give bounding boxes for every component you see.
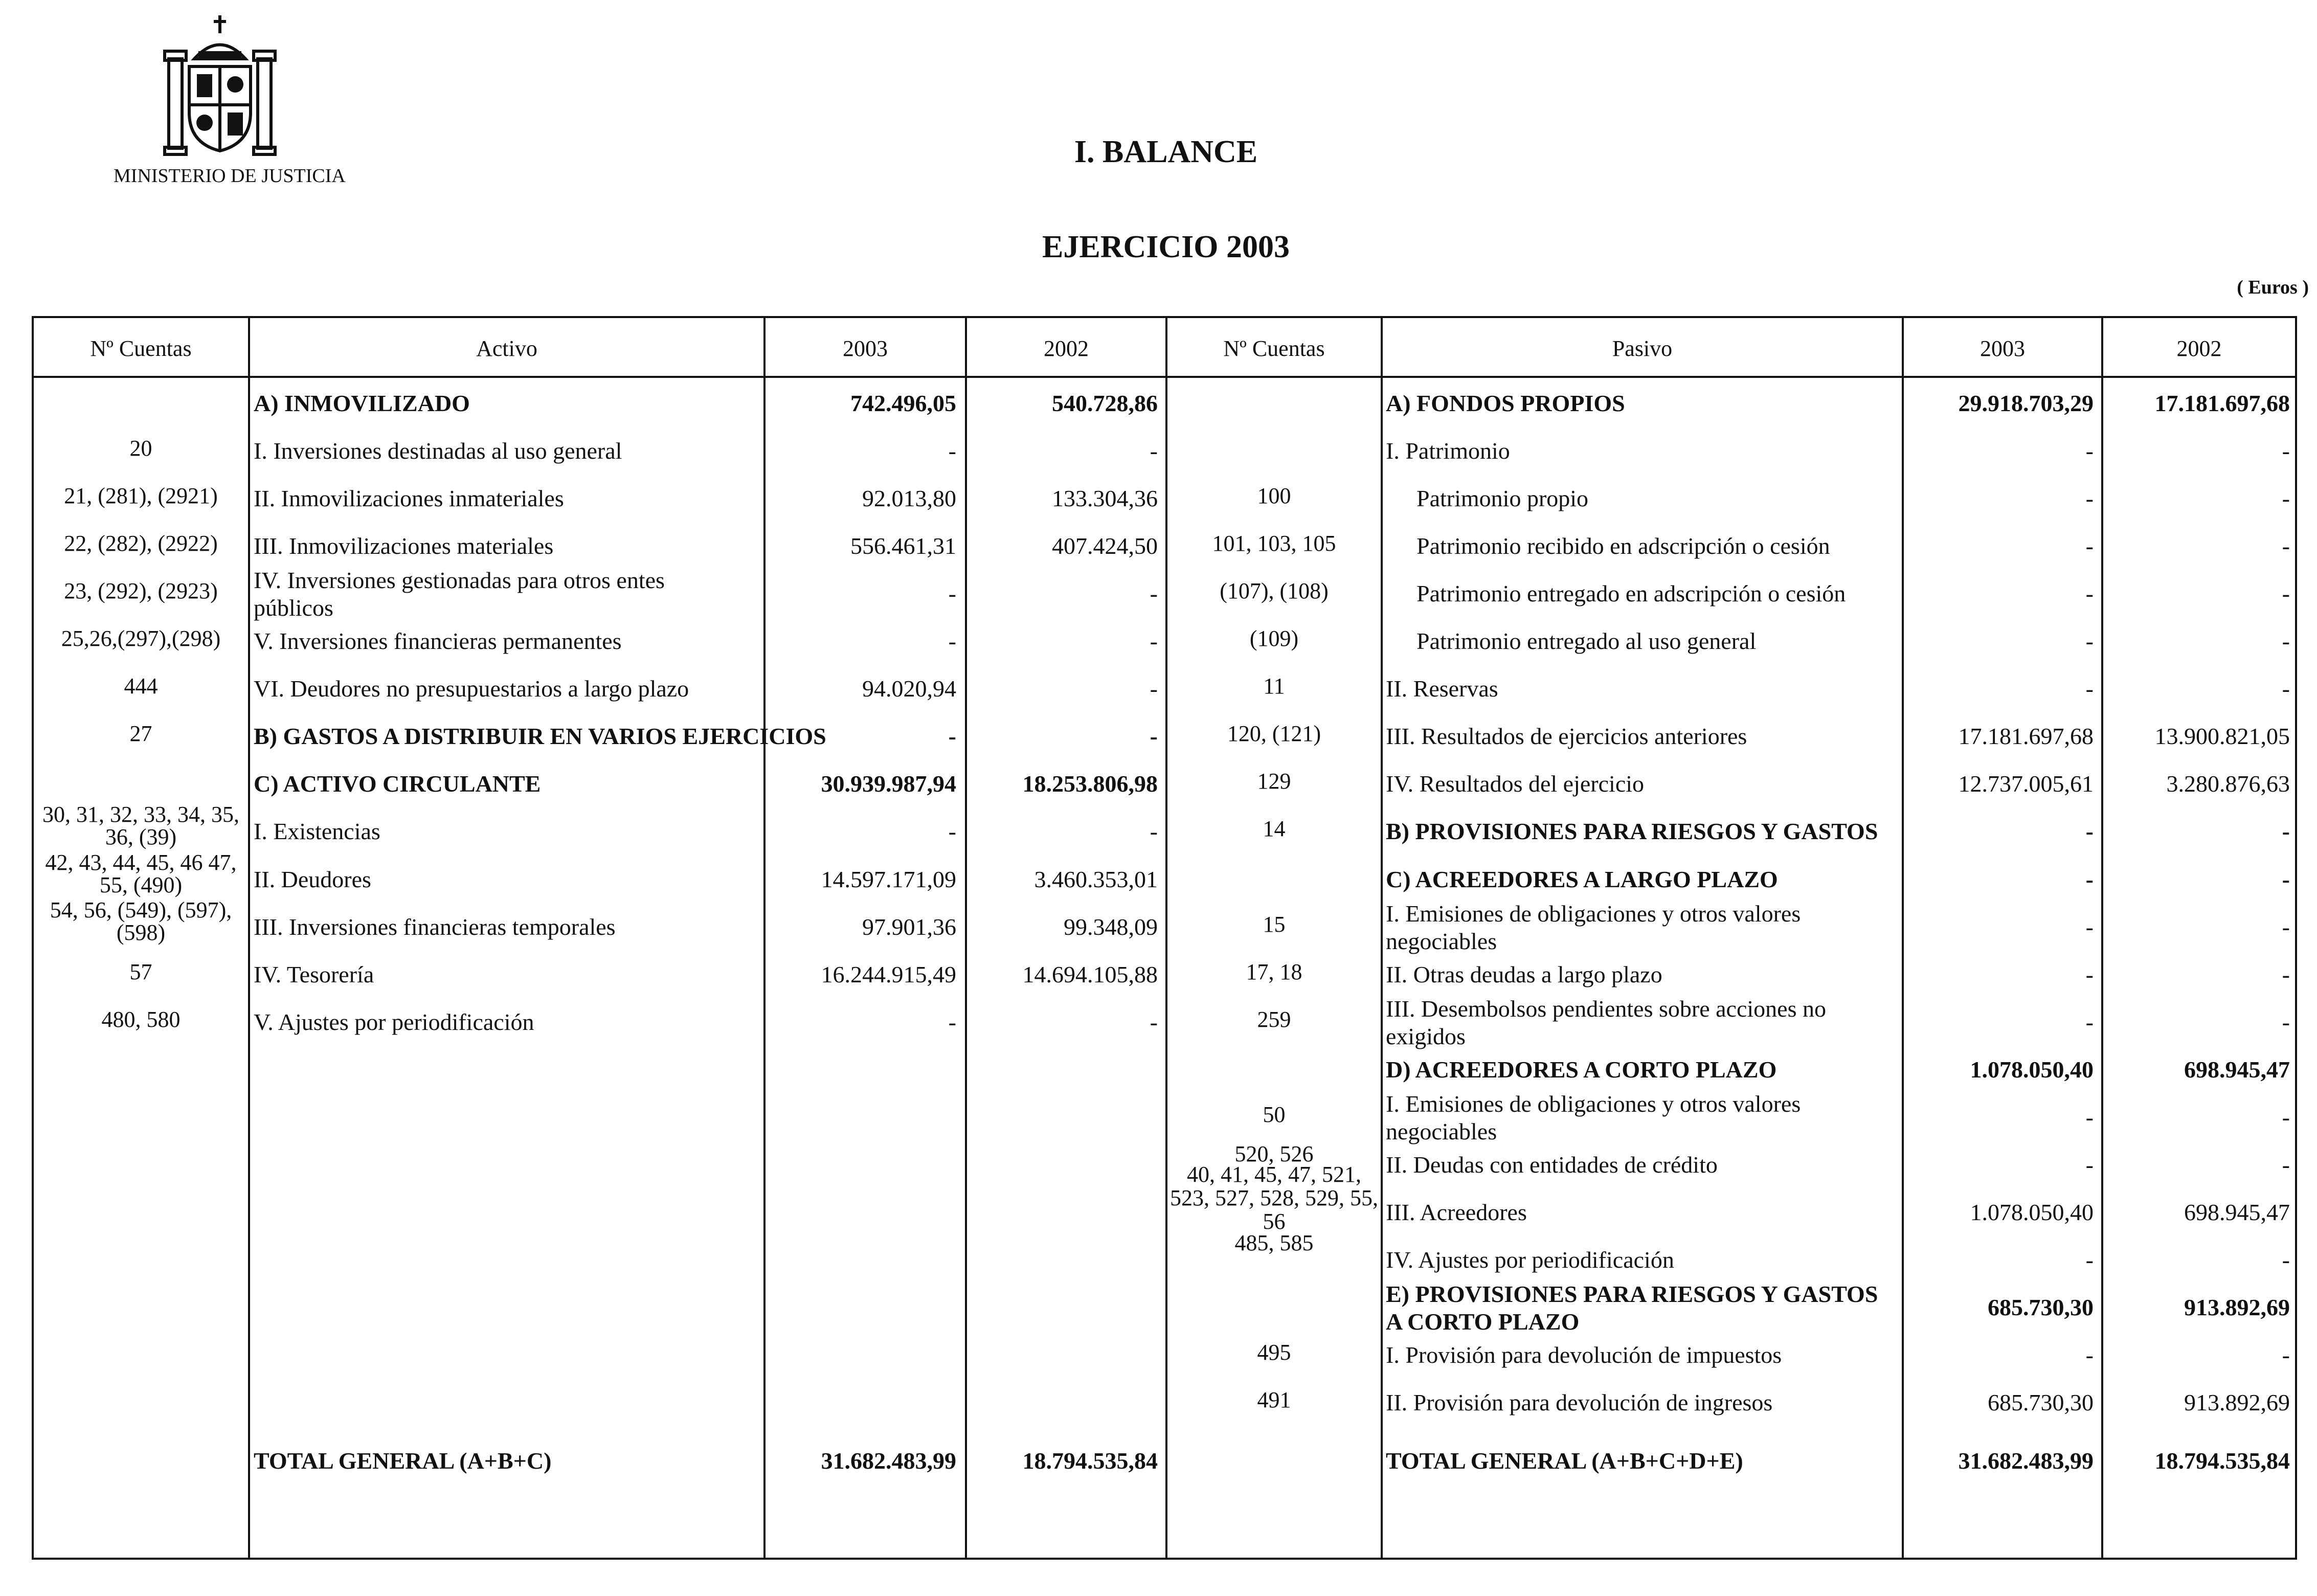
- pasivo-row-2002: 17.181.697,68: [2154, 390, 2290, 416]
- pasivo-row-2002: -: [2282, 438, 2290, 464]
- activo-row-cuentas: 22, (282), (2922): [64, 531, 218, 556]
- activo-row-cuentas: 23, (292), (2923): [64, 578, 218, 603]
- header-activo-2002: 2002: [1044, 336, 1089, 361]
- activo-row-label: IV. Inversiones gestionadas para otros entes públicos: [254, 567, 665, 621]
- pasivo-row-cuentas: 17, 18: [1246, 959, 1302, 984]
- pasivo-total-2003: 31.682.483,99: [1958, 1448, 2094, 1474]
- pasivo-row-label: B) PROVISIONES PARA RIESGOS Y GASTOS: [1386, 818, 1878, 844]
- pasivo-row-2002: -: [2282, 914, 2290, 940]
- ministry-name: MINISTERIO DE JUSTICIA: [114, 165, 346, 187]
- activo-row-2003: 556.461,31: [850, 533, 956, 559]
- activo-row-cuentas: 27: [129, 721, 152, 746]
- activo-row-2002: 133.304,36: [1052, 485, 1158, 511]
- activo-row-2002: -: [1150, 580, 1158, 606]
- pasivo-row-2002: -: [2282, 818, 2290, 844]
- activo-row-cuentas: 20: [129, 436, 152, 461]
- activo-row-label: C) ACTIVO CIRCULANTE: [254, 771, 541, 797]
- header-activo: Activo: [476, 336, 537, 361]
- pasivo-row-label: II. Otras deudas a largo plazo: [1386, 961, 1662, 987]
- pasivo-row-label: II. Provisión para devolución de ingresos: [1386, 1389, 1773, 1415]
- pasivo-row-cuentas: 491: [1257, 1387, 1291, 1412]
- activo-row-2003: -: [948, 818, 956, 844]
- pasivo-row-label: III. Resultados de ejercicios anteriores: [1386, 723, 1747, 749]
- pasivo-row-2003: -: [2085, 628, 2094, 654]
- pasivo-row-2003: 29.918.703,29: [1958, 390, 2094, 416]
- activo-total-2002: 18.794.535,84: [1022, 1448, 1158, 1474]
- pasivo-row-2003: -: [2085, 1104, 2094, 1130]
- pasivo-row-label: Patrimonio entregado en adscripción o cesión: [1416, 580, 1846, 606]
- pasivo-row-2002: -: [2282, 676, 2290, 702]
- pasivo-row-cuentas: 50: [1263, 1102, 1286, 1127]
- pasivo-row-2002: 698.945,47: [2184, 1199, 2290, 1225]
- pasivo-row-label: II. Deudas con entidades de crédito: [1386, 1152, 1718, 1178]
- activo-total-label: TOTAL GENERAL (A+B+C): [254, 1448, 552, 1474]
- activo-row-cuentas: 42, 43, 44, 45, 46 47, 55, (490): [45, 850, 237, 897]
- pasivo-row-2002: -: [2282, 961, 2290, 987]
- activo-row-2002: 99.348,09: [1064, 914, 1158, 940]
- pasivo-total-2002: 18.794.535,84: [2154, 1448, 2290, 1474]
- pasivo-row-2002: -: [2282, 1152, 2290, 1178]
- pasivo-row-2003: -: [2085, 1247, 2094, 1273]
- activo-row-2002: -: [1150, 676, 1158, 702]
- pasivo-row-cuentas: 259: [1257, 1007, 1291, 1032]
- pasivo-row-cuentas: (107), (108): [1220, 578, 1329, 603]
- activo-row-label: III. Inversiones financieras temporales: [254, 914, 616, 940]
- pasivo-row-cuentas: 120, (121): [1227, 721, 1321, 746]
- pasivo-row-label: Patrimonio entregado al uso general: [1416, 628, 1757, 654]
- activo-row-cuentas: 21, (281), (2921): [64, 483, 218, 508]
- pasivo-row-label: I. Emisiones de obligaciones y otros valores negociables: [1386, 901, 1801, 954]
- pasivo-row-2003: -: [2085, 676, 2094, 702]
- activo-row-2002: -: [1150, 628, 1158, 654]
- activo-total-2003: 31.682.483,99: [821, 1448, 956, 1474]
- pasivo-row-2003: -: [2085, 485, 2094, 511]
- activo-row-2003: 30.939.987,94: [821, 771, 956, 797]
- activo-row-2002: 407.424,50: [1052, 533, 1158, 559]
- header-pasivo: Pasivo: [1612, 336, 1673, 361]
- activo-row-2003: 94.020,94: [862, 676, 956, 702]
- activo-row-2003: 97.901,36: [862, 914, 956, 940]
- pasivo-row-cuentas: 485, 585: [1234, 1230, 1314, 1255]
- activo-row-2002: 3.460.353,01: [1034, 866, 1158, 892]
- activo-row-2003: 14.597.171,09: [821, 866, 956, 892]
- header-cuentas-left: Nº Cuentas: [90, 336, 192, 361]
- pasivo-row-2003: -: [2085, 818, 2094, 844]
- pasivo-row-cuentas: 101, 103, 105: [1212, 531, 1336, 556]
- activo-row-2002: -: [1150, 723, 1158, 749]
- pasivo-row-2003: -: [2085, 438, 2094, 464]
- pasivo-row-2003: -: [2085, 961, 2094, 987]
- activo-row-cuentas: 30, 31, 32, 33, 34, 35, 36, (39): [42, 802, 239, 849]
- pasivo-row-2002: 13.900.821,05: [2154, 723, 2290, 749]
- pasivo-row-cuentas: 100: [1257, 483, 1291, 508]
- pasivo-row-2002: -: [2282, 1342, 2290, 1368]
- activo-row-label: B) GASTOS A DISTRIBUIR EN VARIOS EJERCICIOS: [254, 723, 826, 749]
- pasivo-row-2003: 685.730,30: [1988, 1389, 2094, 1415]
- activo-row-2003: -: [948, 580, 956, 606]
- currency-units: ( Euros ): [2237, 277, 2309, 298]
- pasivo-row-2002: -: [2282, 628, 2290, 654]
- fiscal-year-title: EJERCICIO 2003: [1042, 230, 1290, 264]
- activo-row-2002: -: [1150, 438, 1158, 464]
- pasivo-row-cuentas: 520, 526: [1234, 1141, 1314, 1166]
- activo-row-2003: -: [948, 628, 956, 654]
- pasivo-row-2003: -: [2085, 580, 2094, 606]
- pasivo-row-2003: -: [2085, 1152, 2094, 1178]
- pasivo-row-2002: -: [2282, 580, 2290, 606]
- pasivo-row-2003: -: [2085, 1009, 2094, 1035]
- activo-row-2002: 14.694.105,88: [1022, 961, 1158, 987]
- column-divider: [1381, 316, 1383, 1560]
- activo-row-cuentas: 57: [129, 959, 152, 984]
- header-activo-2003: 2003: [843, 336, 888, 361]
- activo-row-label: IV. Tesorería: [254, 961, 374, 987]
- pasivo-row-2003: -: [2085, 866, 2094, 892]
- pasivo-row-2003: -: [2085, 533, 2094, 559]
- pasivo-row-label: E) PROVISIONES PARA RIESGOS Y GASTOS A CORTO PLAZO: [1386, 1281, 1878, 1335]
- pasivo-row-label: I. Patrimonio: [1386, 438, 1510, 464]
- activo-row-2002: 18.253.806,98: [1022, 771, 1158, 797]
- pasivo-row-2002: 913.892,69: [2184, 1389, 2290, 1415]
- pasivo-row-label: Patrimonio recibido en adscripción o cesión: [1416, 533, 1830, 559]
- activo-row-2003: 92.013,80: [862, 485, 956, 511]
- pasivo-row-label: II. Reservas: [1386, 676, 1498, 702]
- pasivo-row-cuentas: 495: [1257, 1340, 1291, 1365]
- pasivo-row-label: IV. Resultados del ejercicio: [1386, 771, 1645, 797]
- activo-row-2003: 742.496,05: [850, 390, 956, 416]
- pasivo-total-label: TOTAL GENERAL (A+B+C+D+E): [1386, 1448, 1743, 1474]
- header-pasivo-2002: 2002: [2176, 336, 2222, 361]
- pasivo-row-cuentas: 129: [1257, 769, 1291, 794]
- activo-row-label: I. Inversiones destinadas al uso general: [254, 438, 622, 464]
- activo-row-2002: 540.728,86: [1052, 390, 1158, 416]
- pasivo-row-2002: -: [2282, 1009, 2290, 1035]
- pasivo-row-label: IV. Ajustes por periodificación: [1386, 1247, 1674, 1273]
- pasivo-row-2002: 3.280.876,63: [2166, 771, 2290, 797]
- header-pasivo-2003: 2003: [1980, 336, 2025, 361]
- pasivo-row-cuentas: 14: [1263, 816, 1286, 841]
- activo-row-label: III. Inmovilizaciones materiales: [254, 533, 554, 559]
- header-divider: [32, 376, 2297, 378]
- activo-row-2002: -: [1150, 1009, 1158, 1035]
- pasivo-row-label: III. Desembolsos pendientes sobre acciones no exigidos: [1386, 996, 1826, 1049]
- column-divider: [2101, 316, 2103, 1560]
- pasivo-row-label: III. Acreedores: [1386, 1199, 1527, 1225]
- pasivo-row-2002: 913.892,69: [2184, 1294, 2290, 1320]
- activo-row-cuentas: 444: [124, 673, 158, 699]
- page-title: I. BALANCE: [1074, 134, 1258, 169]
- pasivo-row-cuentas: (109): [1249, 626, 1299, 651]
- pasivo-row-label: Patrimonio propio: [1416, 485, 1589, 511]
- activo-row-label: VI. Deudores no presupuestarios a largo plazo: [254, 676, 689, 702]
- pasivo-row-label: A) FONDOS PROPIOS: [1386, 390, 1625, 416]
- pasivo-row-cuentas: 15: [1263, 912, 1286, 937]
- pasivo-row-2003: 685.730,30: [1988, 1294, 2094, 1320]
- pasivo-row-2003: -: [2085, 914, 2094, 940]
- activo-row-2003: 16.244.915,49: [821, 961, 956, 987]
- pasivo-row-label: I. Emisiones de obligaciones y otros valores negociables: [1386, 1091, 1801, 1144]
- pasivo-row-2003: -: [2085, 1342, 2094, 1368]
- activo-row-cuentas: 480, 580: [101, 1007, 181, 1032]
- coat-of-arms-icon: [153, 10, 286, 159]
- pasivo-row-label: I. Provisión para devolución de impuestos: [1386, 1342, 1782, 1368]
- pasivo-row-2003: 17.181.697,68: [1958, 723, 2094, 749]
- activo-row-2003: -: [948, 1009, 956, 1035]
- activo-row-2002: -: [1150, 818, 1158, 844]
- activo-row-label: A) INMOVILIZADO: [254, 390, 470, 416]
- pasivo-row-2002: 698.945,47: [2184, 1056, 2290, 1083]
- header-cuentas-right: Nº Cuentas: [1223, 336, 1325, 361]
- pasivo-row-2003: 1.078.050,40: [1970, 1056, 2094, 1083]
- pasivo-row-2002: -: [2282, 1104, 2290, 1130]
- pasivo-row-2002: -: [2282, 485, 2290, 511]
- pasivo-row-label: D) ACREEDORES A CORTO PLAZO: [1386, 1056, 1777, 1083]
- activo-row-label: II. Inmovilizaciones inmateriales: [254, 485, 564, 511]
- pasivo-row-2003: 1.078.050,40: [1970, 1199, 2094, 1225]
- activo-row-label: V. Ajustes por periodificación: [254, 1009, 534, 1035]
- activo-row-2003: -: [948, 723, 956, 749]
- activo-row-label: I. Existencias: [254, 818, 380, 844]
- pasivo-row-2002: -: [2282, 866, 2290, 892]
- activo-row-cuentas: 54, 56, (549), (597), (598): [50, 897, 232, 945]
- pasivo-row-2002: -: [2282, 533, 2290, 559]
- column-divider: [965, 316, 967, 1560]
- pasivo-row-cuentas: 11: [1263, 673, 1285, 699]
- pasivo-row-2002: -: [2282, 1247, 2290, 1273]
- activo-row-label: V. Inversiones financieras permanentes: [254, 628, 622, 654]
- activo-row-label: II. Deudores: [254, 866, 371, 892]
- pasivo-row-cuentas: 40, 41, 45, 47, 521, 523, 527, 528, 529, 55, 56: [1170, 1162, 1378, 1234]
- pasivo-row-2003: 12.737.005,61: [1958, 771, 2094, 797]
- column-divider: [248, 316, 250, 1560]
- column-divider: [763, 316, 766, 1560]
- activo-row-cuentas: 25,26,(297),(298): [61, 626, 221, 651]
- pasivo-row-label: C) ACREEDORES A LARGO PLAZO: [1386, 866, 1778, 892]
- activo-row-2003: -: [948, 438, 956, 464]
